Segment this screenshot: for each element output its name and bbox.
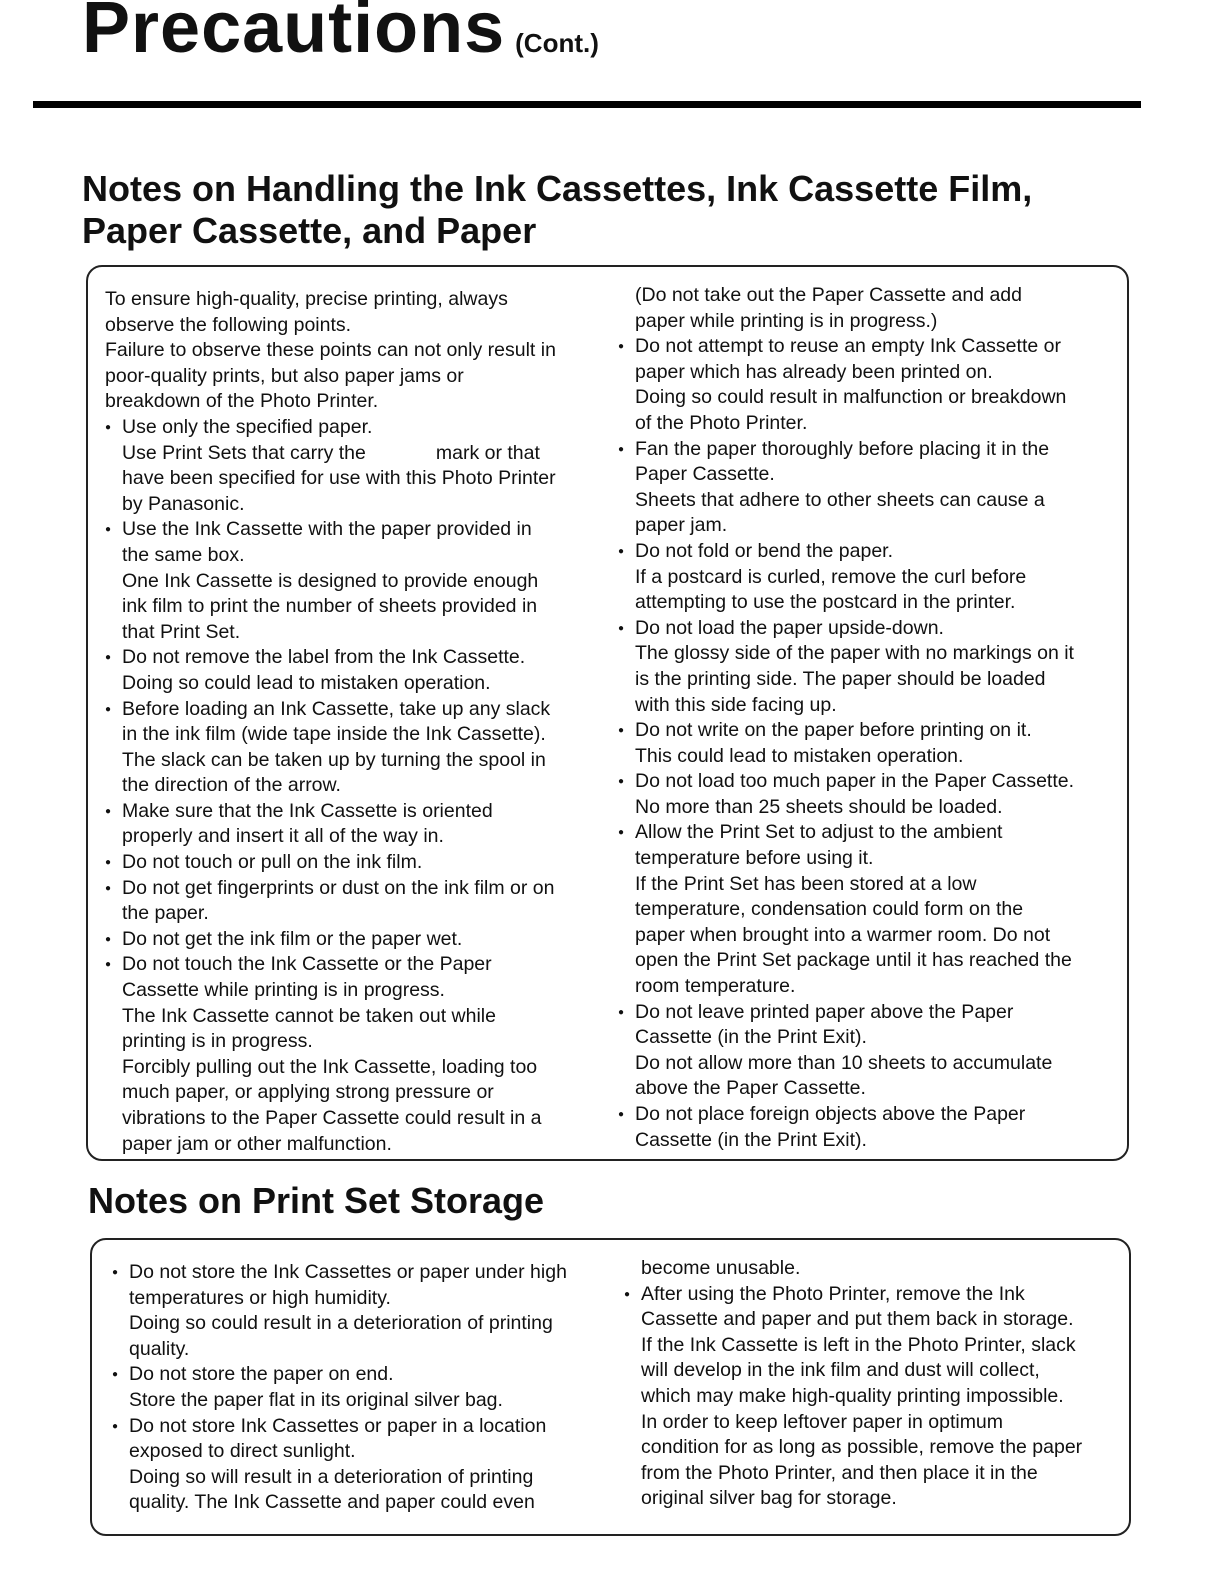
line-text: Allow the Print Set to adjust to the ambient — [635, 821, 1003, 844]
line-text: Doing so will result in a deterioration of printing — [129, 1465, 534, 1488]
line-text: original silver bag for storage. — [641, 1487, 897, 1510]
text-line — [105, 1029, 585, 1055]
line-text: Cassette (in the Print Exit). — [635, 1128, 867, 1151]
line-text: poor-quality prints, but also paper jams or — [105, 364, 464, 387]
text-line — [105, 466, 585, 492]
text-line — [618, 385, 1118, 411]
line-text: temperatures or high humidity. — [129, 1286, 391, 1309]
line-text: of the Photo Printer. — [635, 411, 808, 434]
line-text: This could lead to mistaken operation. — [635, 744, 964, 767]
line-text: condition for as long as possible, remove the paper — [641, 1436, 1083, 1459]
bullet-item — [618, 1102, 1118, 1128]
storage-notes-box — [90, 1238, 1131, 1536]
text-line — [112, 1311, 602, 1337]
text-line — [624, 1333, 1114, 1359]
line-text: printing is in progress. — [122, 1030, 313, 1053]
line-text: vibrations to the Paper Cassette could result in a — [122, 1107, 542, 1129]
handling-right-column — [618, 283, 1118, 1153]
bullet-item — [105, 799, 585, 825]
line-text: temperature before using it. — [635, 847, 874, 870]
text-line — [105, 364, 585, 390]
line-text: Do not store the paper on end. — [129, 1363, 394, 1386]
storage-heading: Notes on Print Set Storage — [88, 1180, 545, 1221]
line-text: Fan the paper thoroughly before placing it in the — [635, 437, 1050, 460]
line-text: Do not store the Ink Cassettes or paper under high — [129, 1261, 567, 1283]
text-line — [618, 283, 1118, 309]
line-text: become unusable. — [641, 1257, 801, 1279]
page-title-text: Precautions — [82, 0, 506, 68]
line-text: The glossy side of the paper with no markings on it — [635, 642, 1074, 665]
page-title — [82, 0, 599, 68]
text-line — [105, 338, 585, 364]
text-line — [105, 620, 585, 646]
line-text: with this side facing up. — [635, 693, 837, 716]
bullet-item — [105, 697, 585, 723]
line-text: Store the paper flat in its original silver bag. — [129, 1388, 503, 1411]
text-line — [624, 1410, 1114, 1436]
text-line — [105, 671, 585, 697]
text-line — [618, 641, 1118, 667]
text-line — [618, 795, 1118, 821]
mark-suffix: mark or that — [435, 441, 540, 464]
text-line — [618, 923, 1118, 949]
text-line — [624, 1256, 1114, 1282]
line-text: If the Ink Cassette is left in the Photo Printer, slack — [641, 1333, 1076, 1356]
line-text: exposed to direct sunlight. — [129, 1440, 356, 1463]
text-line — [618, 897, 1118, 923]
line-text: If a postcard is curled, remove the curl before — [635, 565, 1027, 588]
line-text: Do not write on the paper before printing on it. — [635, 719, 1032, 742]
line-text: by Panasonic. — [122, 492, 245, 515]
text-line — [618, 462, 1118, 488]
line-text: Do not touch the Ink Cassette or the Paper — [122, 953, 492, 976]
text-line — [105, 1080, 585, 1106]
line-text: Cassette and paper and put them back in storage. — [641, 1308, 1074, 1331]
bullet-item — [618, 616, 1118, 642]
line-text: The slack can be taken up by turning the spool in — [122, 748, 546, 771]
text-line — [105, 1132, 585, 1158]
handling-heading-line1: Notes on Handling the Ink Cassettes, Ink Cassette Film, — [82, 168, 1033, 209]
text-line — [105, 313, 585, 339]
page-title-cont: (Cont.) — [515, 28, 599, 58]
bullet-item — [105, 876, 585, 902]
line-text: Do not get fingerprints or dust on the ink film or on — [122, 876, 555, 899]
text-line — [618, 1025, 1118, 1051]
line-text: Do not remove the label from the Ink Cassette. — [122, 646, 526, 669]
line-text: have been specified for use with this Photo Printer — [122, 467, 556, 490]
text-line — [618, 1076, 1118, 1102]
line-text: will develop in the ink film and dust will collect, — [641, 1359, 1040, 1382]
line-text: open the Print Set package until it has reached the — [635, 949, 1072, 972]
line-text: Do not store Ink Cassettes or paper in a location — [129, 1414, 547, 1437]
line-text: Forcibly pulling out the Ink Cassette, loading too — [122, 1055, 538, 1078]
handling-heading — [82, 168, 1122, 252]
text-line — [618, 513, 1118, 539]
line-text: Do not load too much paper in the Paper Cassette. — [635, 770, 1075, 793]
text-line — [618, 693, 1118, 719]
bullet-item — [618, 769, 1118, 795]
line-text: paper when brought into a warmer room. Do not — [635, 923, 1051, 946]
handling-notes-box — [86, 265, 1129, 1161]
line-text: No more than 25 sheets should be loaded. — [635, 795, 1003, 818]
text-line — [618, 360, 1118, 386]
line-text: much paper, or applying strong pressure or — [122, 1081, 494, 1104]
text-line — [105, 824, 585, 850]
text-line — [618, 974, 1118, 1000]
line-text: room temperature. — [635, 975, 796, 998]
line-text: in the ink film (wide tape inside the Ink Cassette). — [122, 723, 546, 746]
text-line — [105, 594, 585, 620]
text-line — [105, 748, 585, 774]
text-line — [618, 948, 1118, 974]
line-text: To ensure high-quality, precise printing, always — [105, 288, 508, 310]
line-text: paper jam. — [635, 514, 728, 537]
text-line — [105, 287, 585, 313]
line-text: the same box. — [122, 543, 245, 566]
handling-left-column — [105, 287, 585, 1157]
text-line — [618, 565, 1118, 591]
line-text: Doing so could result in malfunction or breakdown — [635, 386, 1067, 409]
text-line — [105, 1055, 585, 1081]
text-line — [624, 1384, 1114, 1410]
text-line — [618, 744, 1118, 770]
line-text: from the Photo Printer, and then place it in the — [641, 1461, 1038, 1484]
storage-left-column — [112, 1260, 602, 1516]
line-text: Paper Cassette. — [635, 463, 775, 486]
line-text: Do not place foreign objects above the Paper — [635, 1103, 1026, 1125]
line-text: If the Print Set has been stored at a low — [635, 872, 977, 895]
bullet-item — [105, 850, 585, 876]
bullet-item — [105, 927, 585, 953]
text-line — [105, 569, 585, 595]
line-text: observe the following points. — [105, 313, 352, 336]
text-line — [618, 667, 1118, 693]
line-text: Do not get the ink film or the paper wet. — [122, 927, 463, 950]
header-rule — [33, 101, 1141, 108]
storage-right-column — [624, 1256, 1114, 1512]
text-line — [112, 1439, 602, 1465]
line-text: which may make high-quality printing impossible. — [641, 1384, 1064, 1407]
line-text: Do not fold or bend the paper. — [635, 539, 894, 562]
text-line — [624, 1435, 1114, 1461]
text-line — [105, 901, 585, 927]
line-text: is the printing side. The paper should be loaded — [635, 667, 1046, 690]
text-line — [618, 1128, 1118, 1154]
text-line — [105, 1106, 585, 1132]
text-line — [105, 441, 585, 467]
line-text: Do not leave printed paper above the Paper — [635, 1000, 1014, 1023]
line-text: Cassette while printing is in progress. — [122, 979, 445, 1002]
line-text: Do not touch or pull on the ink film. — [122, 851, 423, 874]
bullet-item — [618, 539, 1118, 565]
line-text: Use only the specified paper. — [122, 415, 373, 438]
text-line — [105, 543, 585, 569]
line-text: Do not attempt to reuse an empty Ink Cassette or — [635, 335, 1061, 358]
text-line — [112, 1337, 602, 1363]
bullet-item — [105, 645, 585, 671]
line-text: temperature, condensation could form on the — [635, 898, 1024, 921]
line-text: Doing so could lead to mistaken operation. — [122, 671, 491, 694]
text-line — [624, 1307, 1114, 1333]
bullet-item — [618, 820, 1118, 846]
bullet-item — [618, 1000, 1118, 1026]
line-text: Sheets that adhere to other sheets can cause a — [635, 488, 1045, 511]
line-text: Do not load the paper upside-down. — [635, 616, 944, 639]
line-text: Make sure that the Ink Cassette is oriented — [122, 799, 493, 822]
line-text: properly and insert it all of the way in. — [122, 825, 444, 848]
text-line — [618, 411, 1118, 437]
line-text: breakdown of the Photo Printer. — [105, 390, 379, 413]
line-text: quality. — [129, 1337, 190, 1360]
text-line — [618, 872, 1118, 898]
text-line — [618, 488, 1118, 514]
text-line — [618, 309, 1118, 335]
line-text: Do not allow more than 10 sheets to accumulate — [635, 1051, 1053, 1074]
line-text: attempting to use the postcard in the printer. — [635, 591, 1016, 614]
line-text: The Ink Cassette cannot be taken out while — [122, 1004, 496, 1027]
text-line — [105, 978, 585, 1004]
line-text: (Do not take out the Paper Cassette and add — [635, 284, 1023, 306]
bullet-item — [618, 718, 1118, 744]
bullet-item — [112, 1414, 602, 1440]
bullet-item — [105, 952, 585, 978]
line-text: Before loading an Ink Cassette, take up any slack — [122, 697, 551, 720]
bullet-item — [618, 334, 1118, 360]
line-text: that Print Set. — [122, 620, 241, 643]
text-line — [105, 389, 585, 415]
bullet-item — [618, 437, 1118, 463]
text-line — [112, 1490, 602, 1516]
line-text: Doing so could result in a deterioration of printing — [129, 1312, 553, 1335]
text-line — [624, 1486, 1114, 1512]
line-text: In order to keep leftover paper in optimum — [641, 1410, 1004, 1433]
line-text: Cassette (in the Print Exit). — [635, 1026, 867, 1049]
line-text: ink film to print the number of sheets provided in — [122, 595, 538, 618]
line-text: the direction of the arrow. — [122, 774, 341, 797]
bullet-item — [112, 1362, 602, 1388]
text-line — [112, 1286, 602, 1312]
bullet-item — [105, 517, 585, 543]
line-text: Use Print Sets that carry the — [122, 441, 366, 464]
line-text: After using the Photo Printer, remove the Ink — [641, 1282, 1025, 1305]
text-line — [105, 1004, 585, 1030]
text-line — [624, 1461, 1114, 1487]
text-line — [105, 722, 585, 748]
line-text: the paper. — [122, 902, 209, 925]
line-text: above the Paper Cassette. — [635, 1077, 866, 1100]
text-line — [112, 1388, 602, 1414]
text-line — [105, 773, 585, 799]
line-text: One Ink Cassette is designed to provide enough — [122, 569, 539, 592]
bullet-item — [112, 1260, 602, 1286]
text-line — [618, 1051, 1118, 1077]
bullet-item — [624, 1282, 1114, 1308]
line-text: quality. The Ink Cassette and paper could even — [129, 1491, 535, 1514]
line-text: paper while printing is in progress.) — [635, 309, 938, 332]
text-line — [624, 1358, 1114, 1384]
line-text: Failure to observe these points can not only result in — [105, 339, 556, 362]
bullet-item — [105, 415, 585, 441]
text-line — [618, 590, 1118, 616]
handling-heading-line2: Paper Cassette, and Paper — [82, 210, 537, 251]
text-line — [112, 1465, 602, 1491]
line-text: Use the Ink Cassette with the paper provided in — [122, 518, 532, 541]
text-line — [105, 492, 585, 518]
line-text: paper which has already been printed on. — [635, 360, 993, 383]
line-text: paper jam or other malfunction. — [122, 1132, 392, 1155]
text-line — [618, 846, 1118, 872]
